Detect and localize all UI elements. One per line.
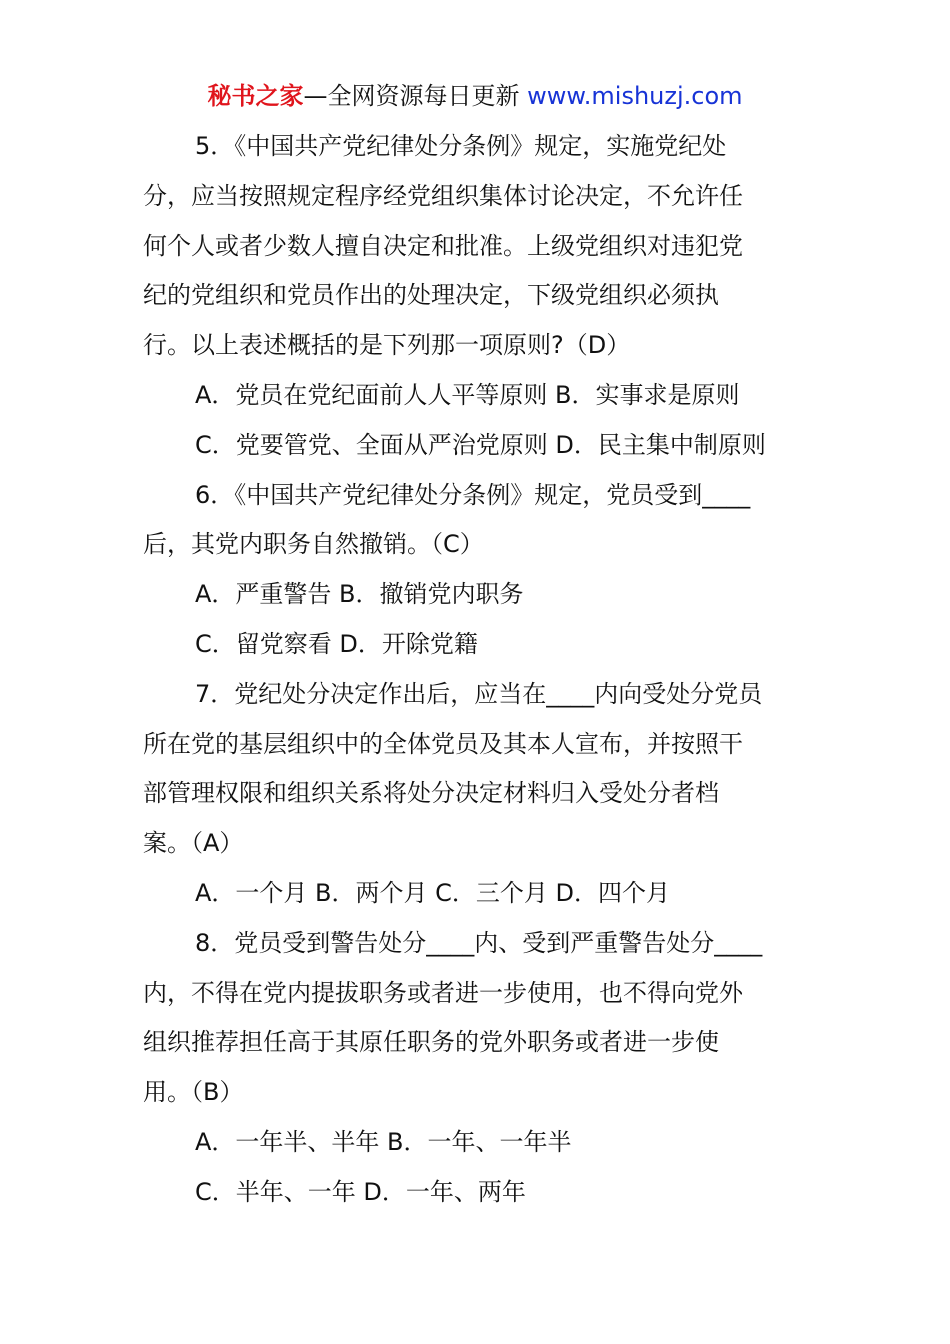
q7-line-4: 案。（A）: [143, 829, 244, 858]
site-tagline: —全网资源每日更新: [303, 82, 520, 110]
q5-line-2: 分，应当按照规定程序经党组织集体讨论决定，不允许任: [143, 181, 743, 210]
q8-options-cd: C．半年、一年 D．一年、两年: [195, 1177, 526, 1206]
document-body: [143, 122, 805, 1218]
q7-options: A．一个月 B．两个月 C．三个月 D．四个月: [195, 878, 671, 907]
site-url-link[interactable]: www.mishuzj.com: [527, 82, 743, 110]
q6-options-cd: C．留党察看 D．开除党籍: [195, 629, 478, 658]
page-header: [0, 78, 950, 114]
q8-line-3: 组织推荐担任高于其原任职务的党外职务或者进一步使: [143, 1028, 719, 1057]
q5-line-1: 5．《中国共产党纪律处分条例》规定，实施党纪处: [195, 132, 727, 160]
q7-line-3: 部管理权限和组织关系将处分决定材料归入受处分者档: [143, 779, 719, 808]
site-brand: 秘书之家: [207, 82, 304, 110]
q5-options-ab: A．党员在党纪面前人人平等原则 B．实事求是原则: [195, 380, 740, 409]
q8-line-1: 8．党员受到警告处分____内、受到严重警告处分____: [195, 928, 763, 957]
q5-line-3: 何个人或者少数人擅自决定和批准。上级党组织对违犯党: [143, 231, 743, 260]
q5-line-4: 纪的党组织和党员作出的处理决定，下级党组织必须执: [143, 281, 719, 310]
q7-line-1: 7．党纪处分决定作出后，应当在____内向受处分党员: [195, 679, 763, 708]
q8-options-ab: A．一年半、半年 B．一年、一年半: [195, 1127, 572, 1156]
q6-line-2: 后，其党内职务自然撤销。（C）: [143, 530, 484, 559]
q8-line-2: 内，不得在党内提拔职务或者进一步使用，也不得向党外: [143, 978, 743, 1007]
q6-options-ab: A．严重警告 B．撤销党内职务: [195, 580, 524, 609]
q6-line-1: 6．《中国共产党纪律处分条例》规定，党员受到____: [195, 480, 751, 509]
q8-line-4: 用。（B）: [143, 1078, 244, 1107]
q5-options-cd: C．党要管党、全面从严治党原则 D．民主集中制原则: [195, 430, 766, 459]
q5-line-5: 行。以上表述概括的是下列那一项原则?（D）: [143, 331, 631, 360]
q7-line-2: 所在党的基层组织中的全体党员及其本人宣布，并按照干: [143, 729, 743, 758]
